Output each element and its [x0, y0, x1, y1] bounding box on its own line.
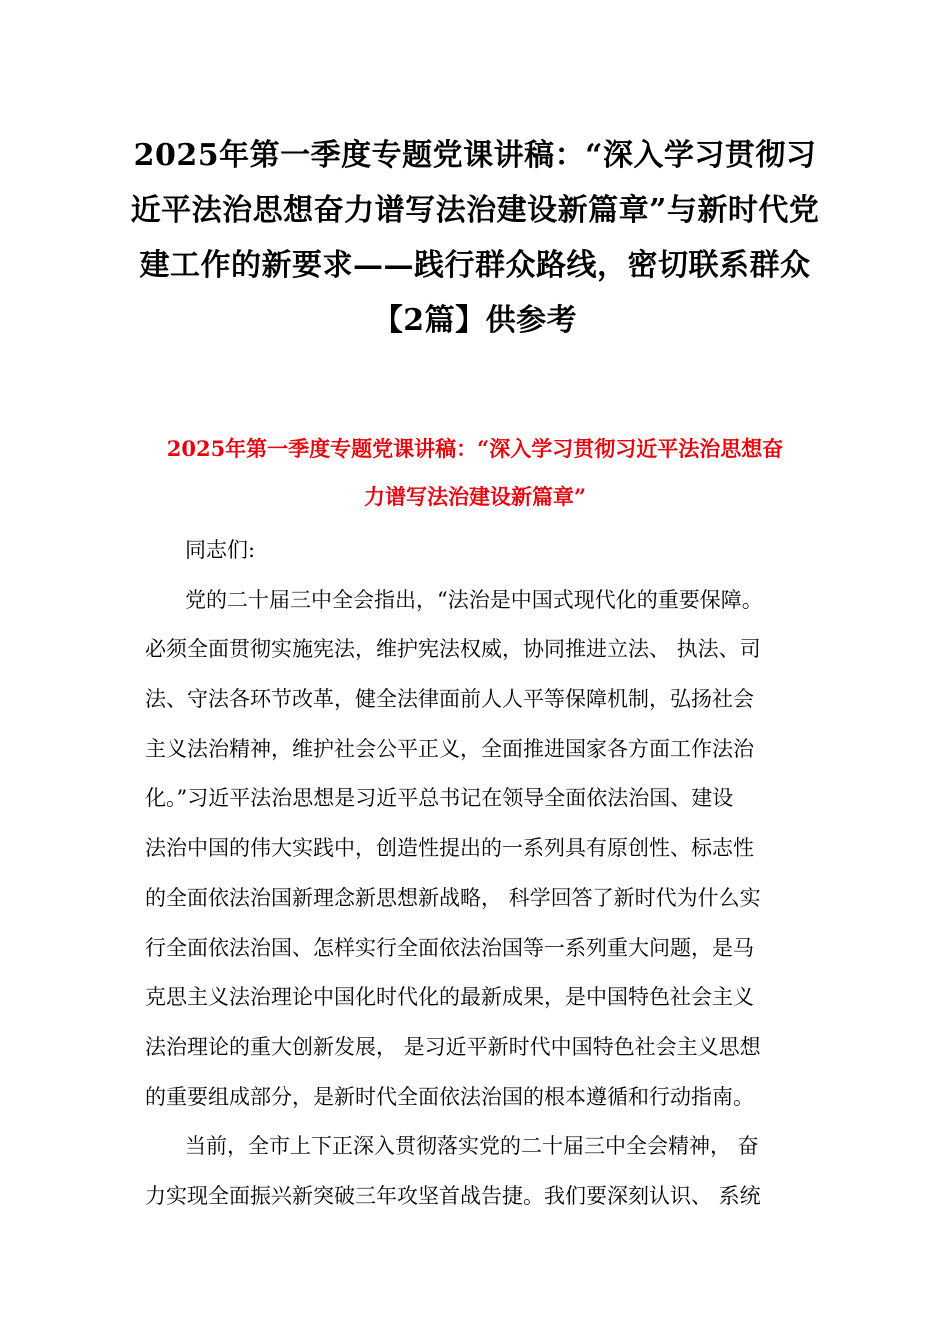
body-text [145, 526, 815, 1222]
paragraph-line: 必须全面贯彻实施宪法，维护宪法权威，协同推进立法、 执法、司 [145, 637, 761, 662]
paragraph-line: 主义法治精神，维护社会公平正义，全面推进国家各方面工作法治 [145, 736, 754, 761]
title-line: 近平法治思想奋力谱写法治建设新篇章”与新时代党 [130, 193, 820, 228]
paragraph-line: 法治理论的重大创新发展， 是习近平新时代中国特色社会主义思想 [145, 1034, 761, 1059]
paragraph-line: 党的二十届三中全会指出，“法治是中国式现代化的重要保障。 [185, 587, 763, 612]
title-line: 【2篇】供参考 [372, 303, 578, 338]
paragraph-line: 法治中国的伟大实践中，创造性提出的一系列具有原创性、标志性 [145, 836, 754, 861]
section-title [120, 425, 830, 521]
paragraph-line: 力实现全面振兴新突破三年攻坚首战告捷。我们要深刻认识、 系统 [145, 1183, 761, 1208]
salutation: 同志们: [185, 538, 256, 562]
paragraph-line: 克思主义法治理论中国化时代化的最新成果，是中国特色社会主义 [145, 985, 754, 1010]
paragraph-line: 行全面依法治国、怎样实行全面依法治国等一系列重大问题，是马 [145, 935, 754, 960]
paragraph-line: 的重要组成部分，是新时代全面依法治国的根本遵循和行动指南。 [145, 1084, 754, 1109]
section-title-line: 2025年第一季度专题党课讲稿：“深入学习贯彻习近平法治思想奋 [166, 436, 784, 461]
document-title [120, 128, 830, 348]
paragraph-line: 当前，全市上下正深入贯彻落实党的二十届三中全会精神， 奋 [185, 1134, 759, 1159]
title-line: 建工作的新要求——践行群众路线，密切联系群众 [139, 248, 811, 283]
title-line: 2025年第一季度专题党课讲稿：“深入学习贯彻习 [133, 138, 817, 173]
section-title-line: 力谱写法治建设新篇章” [363, 484, 587, 509]
paragraph-line: 的全面依法治国新理念新思想新战略， 科学回答了新时代为什么实 [145, 885, 761, 910]
paragraph-line: 化。”习近平法治思想是习近平总书记在领导全面依法治国、建设 [145, 786, 734, 811]
paragraph-line: 法、守法各环节改革，健全法律面前人人平等保障机制，弘扬社会 [145, 687, 754, 712]
